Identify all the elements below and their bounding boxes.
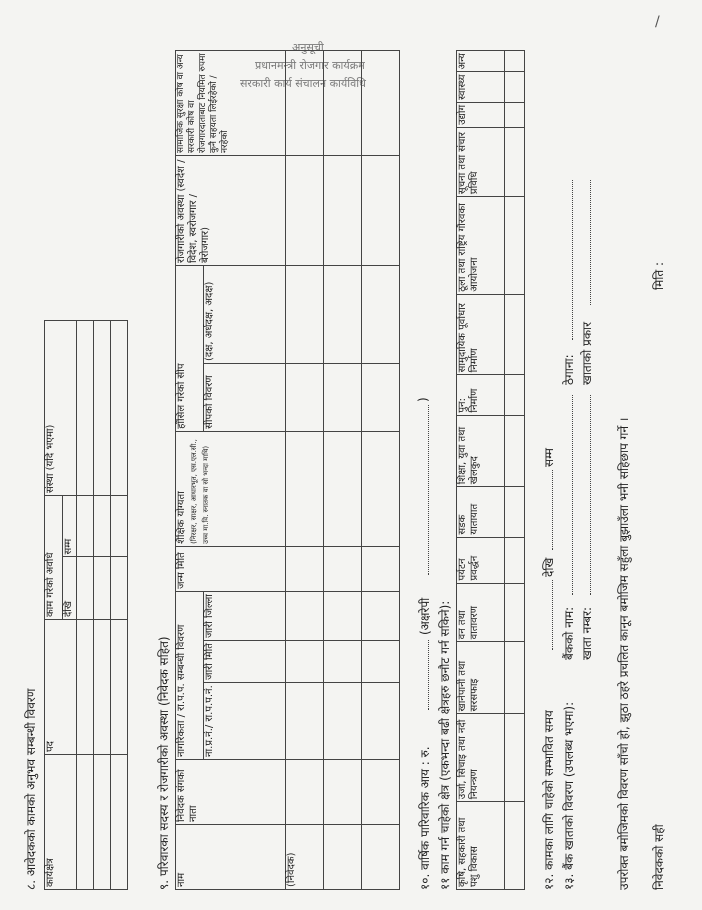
sec11-title: ११ काम गर्न चाहेको क्षेत्र (एकभन्दा बढी क्षेत्रहरु छनौट गर्न सकिने): [438,600,452,890]
sector-check[interactable] [505,197,525,295]
sector-col[interactable]: पर्यटन प्रवर्द्धन [457,537,505,583]
sector-check[interactable] [505,415,525,487]
sec9-title: ९. परिवारका सदस्य र रोजगारीको अवस्था (निवेदक सहित) [157,636,171,890]
sector-check[interactable] [505,487,525,537]
to-date-field[interactable] [552,470,553,550]
sector-col[interactable]: सूचना तथा संचार प्रविधि [457,127,505,196]
sector-col[interactable]: ठूला तथा राष्ट्रिय गौरवका आयोजना [457,197,505,295]
income-field[interactable] [428,640,429,710]
sector-check[interactable] [505,714,525,802]
experience-table [44,320,128,890]
sec8-title: ८. आवेदकको कामको अनुभव सम्बन्धी विवरण [24,688,38,890]
bank-name-field[interactable] [572,395,573,595]
sector-col[interactable]: स्वास्थ्य [457,72,505,102]
bleed-through-text: सरकारी कार्य संचालन कार्यविधि [240,77,366,90]
sector-col[interactable]: कृषि, सहकारी तथा पशु विकास [457,802,505,890]
sec12-to: सम्म [542,448,556,467]
sector-check[interactable] [505,51,525,72]
sec10-label: १०. वार्षिक पारिवारिक आय : रु. [418,746,432,890]
bleed-through-text: प्रधानमन्त्री रोजगार कार्यक्रम [255,59,365,72]
sector-check[interactable] [505,294,525,375]
col-organization: संस्था (यदि भएमा) [45,321,77,496]
sector-col[interactable]: अन्य [457,51,505,72]
from-date-field[interactable] [552,580,553,650]
family-table [175,50,400,890]
col-issue-date: जारी मिति [204,640,286,682]
sector-check[interactable] [505,127,525,196]
account-type-field[interactable] [590,180,591,305]
sector-check[interactable] [505,537,525,583]
sec10-suffix: (अक्षरेपी [418,597,432,635]
col-name: नाम [176,825,286,890]
col-skill-level: (दक्ष, अर्धदक्ष, अदक्ष) [204,266,286,364]
income-words-field[interactable] [428,405,429,575]
col-skill: हाँसिल गरेको सीप [176,266,204,432]
row-applicant: (निवेदक) [286,825,324,890]
sector-col[interactable]: उद्योग [457,102,505,127]
col-cit-no: ना.प्र.नं./ रा.प.प.नं. [204,682,286,759]
sector-col[interactable]: उर्जा, सिचाइ तथा नदी नियन्त्रण [457,714,505,802]
education-sub: (निरक्षर, साक्षर, आधारभूत, एस.एल.सी., उच्च मा.वि. स्नातक वा सो भन्दा माथि) [190,439,210,544]
sector-col[interactable]: खानेपानी तथा सरसफाइ [457,642,505,714]
bank-branch-label: ठेगाना: [562,354,576,385]
col-relation: निवेदक संगको नाता [176,760,286,825]
corner-mark: / [655,14,660,30]
sector-check[interactable] [505,802,525,890]
sector-check[interactable] [505,102,525,127]
sec12-from: देखि [542,557,556,577]
signature-label: निवेदकको सही [652,824,666,890]
work-sector-table [456,50,525,890]
col-citizenship: नागरिकता / रा.प.प. सम्बन्धी विवरण [176,591,204,759]
col-workfield: कार्यक्षेत्र [45,755,77,890]
sec13-label: १३. बैंक खाताको विवरण (उपलब्ध भएमा): [562,701,576,890]
education-label: शैक्षिक योग्यता [176,491,187,544]
col-employment: रोजगारीको अवस्था (स्वदेश / विदेश, स्वरोजगार / बेरोजगार) [176,156,286,266]
col-skill-detail: सीपको विवरण [204,363,286,431]
sec10-close: ) [416,397,430,402]
bank-name-label: बैंकको नाम: [562,606,576,660]
sector-col[interactable]: शिक्षा, युवा तथा खेलकुद [457,415,505,487]
col-from: देखि [63,557,77,620]
sector-check[interactable] [505,375,525,415]
declaration-text: उपरोक्त बमोजिमको विवरण साँचो हो, झुठा ठहरे प्रचलित कानून बमोजिम सहुँला बुझाउँला भनी सहिछाप गर्ने । [617,417,631,890]
sector-check[interactable] [505,642,525,714]
col-education [176,431,286,546]
account-no-label: खाता नम्बर: [580,606,594,660]
col-post: पद [45,620,77,755]
col-to: सम्म [63,496,77,557]
sector-check[interactable] [505,583,525,642]
sector-col[interactable]: सामुदायिक पूर्वाधार निर्माण [457,294,505,375]
sector-col[interactable]: पुन: निर्माण [457,375,505,415]
date-label: मिति : [652,261,666,290]
sec12-label: १२. कामका लागि चाहेको सम्भावित समय [542,710,556,890]
bank-branch-field[interactable] [572,180,573,340]
bleed-through-text: अनुसूची [292,41,324,54]
col-duration: काम गरेको अवधि [45,496,63,620]
account-type-label: खाताको प्रकार [580,321,594,385]
account-no-field[interactable] [590,395,591,595]
col-social-security: सामाजिक सुरक्षा कोष वा अन्य सरकारी कोष वा रोजगारदाताबाट नियमित रुपमा कुनै सहयता लिईरहेको / नरहेको [176,51,286,156]
sector-check[interactable] [505,72,525,102]
sector-col[interactable]: वन तथा वातावरण [457,583,505,642]
col-issue-district: जारी जिल्ला [204,591,286,640]
col-dob: जन्म मिति [176,546,286,591]
sector-col[interactable]: सडक यातायात [457,487,505,537]
